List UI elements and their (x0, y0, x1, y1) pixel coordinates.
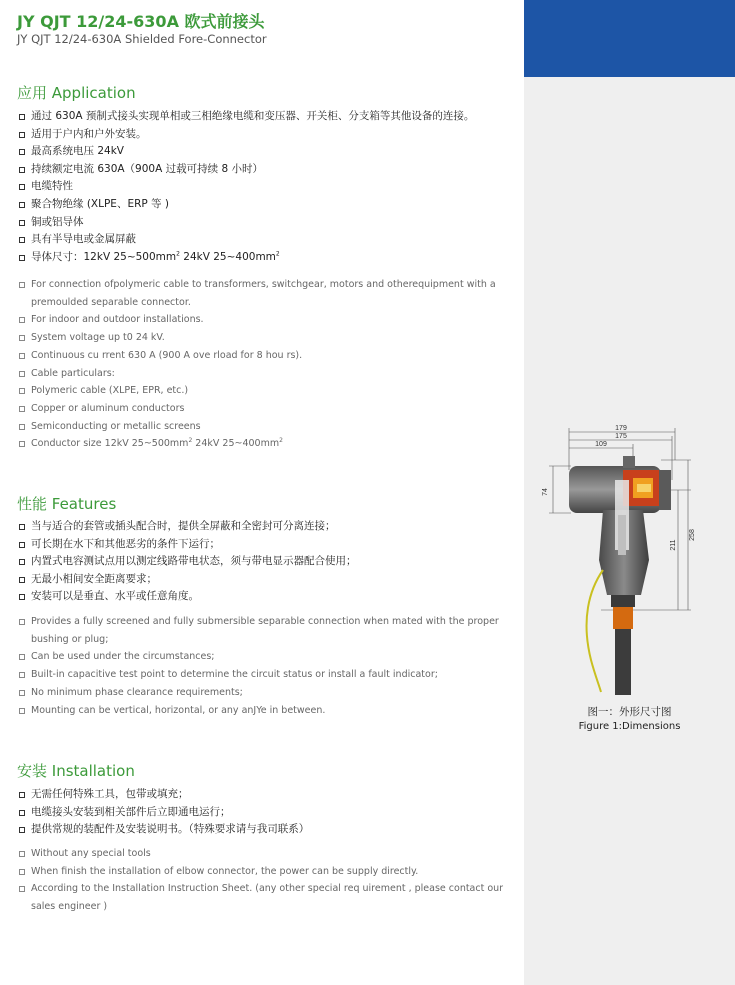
list-item: 适用于户内和户外安装。 (17, 126, 507, 144)
list-item: 持续额定电流 630A（900A 过载可持续 8 小时） (17, 161, 507, 179)
superscript: 2 (275, 250, 280, 258)
features-heading: 性能 Features (17, 495, 117, 513)
application-en-list (17, 276, 507, 453)
page-subtitle: JY QJT 12/24-630A Shielded Fore-Connector (17, 32, 267, 46)
figure-caption-cn: 图一：外形尺寸图 (587, 706, 672, 718)
dim-179: 179 (615, 425, 627, 432)
header-accent-block (524, 0, 735, 77)
list-item: 具有半导电或金属屏蔽 (17, 231, 507, 249)
list-item: For connection ofpolymeric cable to transformers, switchgear, motors and otherequipment with a premoulded separable connector. (17, 276, 507, 311)
connector-dimension-drawing (541, 420, 721, 695)
application-heading: 应用 Application (17, 84, 136, 102)
list-item: For indoor and outdoor installations. (17, 311, 507, 329)
list-item: 最高系统电压 24kV (17, 143, 507, 161)
list-item: 内置式电容测试点用以测定线路带电状态，须与带电显示器配合使用； (17, 553, 507, 571)
list-item: Provides a fully screened and fully submersible separable connection when mated with the proper bushing or plug; (17, 613, 507, 648)
list-item: 聚合物绝缘 (XLPE、ERP 等 ) (17, 196, 507, 214)
list-item: 通过 630A 预制式接头实现单相或三相绝缘电缆和变压器、开关柜、分支箱等其他设备的连接。 (17, 108, 507, 126)
list-item: System voltage up t0 24 kV. (17, 329, 507, 347)
list-item: No minimum phase clearance requirements; (17, 684, 507, 702)
list-item: 电缆接头安装到相关部件后立即通电运行； (17, 804, 507, 822)
list-item: 无最小相间安全距离要求； (17, 571, 507, 589)
page-title: JY QJT 12/24-630A 欧式前接头 (17, 12, 265, 31)
list-item: Cable particulars: (17, 365, 507, 383)
conductor-prefix: Conductor size 12kV 25~500mm (31, 438, 189, 450)
figure-caption-en: Figure 1:Dimensions (578, 721, 681, 732)
list-item: Without any special tools (17, 845, 507, 863)
conductor-mid: 24kV 25~400mm (192, 438, 280, 450)
list-item: Built-in capacitive test point to determine the circuit status or install a fault indicator; (17, 666, 507, 684)
list-item: Copper or aluminum conductors (17, 400, 507, 418)
features-en-list (17, 613, 507, 719)
list-item: 可长期在水下和其他恶劣的条件下运行； (17, 536, 507, 554)
features-cn-list (17, 518, 507, 606)
list-item: 铜或铝导体 (17, 214, 507, 232)
conductor-prefix: 导体尺寸：12kV 25~500mm (31, 250, 177, 263)
superscript: 2 (176, 250, 180, 258)
superscript: 2 (279, 437, 283, 445)
list-item-conductor (17, 249, 507, 267)
installation-en-list (17, 845, 507, 916)
list-item: 当与适合的套管或插头配合时，提供全屏蔽和全密封可分离连接； (17, 518, 507, 536)
installation-heading: 安装 Installation (17, 762, 135, 780)
installation-cn-list (17, 786, 507, 839)
application-cn-list (17, 108, 507, 266)
list-item: Can be used under the circumstances; (17, 648, 507, 666)
list-item: 安装可以是垂直、水平或任意角度。 (17, 588, 507, 606)
list-item: When finish the installation of elbow connector, the power can be supply directly. (17, 863, 507, 881)
conductor-mid: 24kV 25~400mm (179, 250, 276, 263)
list-item: 无需任何特殊工具，包带或填充； (17, 786, 507, 804)
dim-74: 74 (542, 488, 549, 496)
dim-109: 109 (595, 441, 607, 448)
dim-258: 258 (689, 529, 696, 541)
list-item: 提供常规的装配件及安装说明书。（特殊要求请与我司联系） (17, 821, 507, 839)
list-item: 电缆特性 (17, 178, 507, 196)
superscript: 2 (188, 437, 193, 445)
dim-175: 175 (615, 433, 627, 440)
list-item: According to the Installation Instruction Sheet. (any other special req uirement , please contact our sales engineer ) (17, 880, 507, 915)
list-item: Polymeric cable (XLPE, EPR, etc.) (17, 382, 507, 400)
list-item-conductor (17, 435, 507, 453)
list-item: Continuous cu rrent 630 A (900 A ove rload for 8 hou rs). (17, 347, 507, 365)
list-item: Semiconducting or metallic screens (17, 418, 507, 436)
list-item: Mounting can be vertical, horizontal, or any anJYe in between. (17, 702, 507, 720)
dim-211: 211 (670, 539, 677, 551)
